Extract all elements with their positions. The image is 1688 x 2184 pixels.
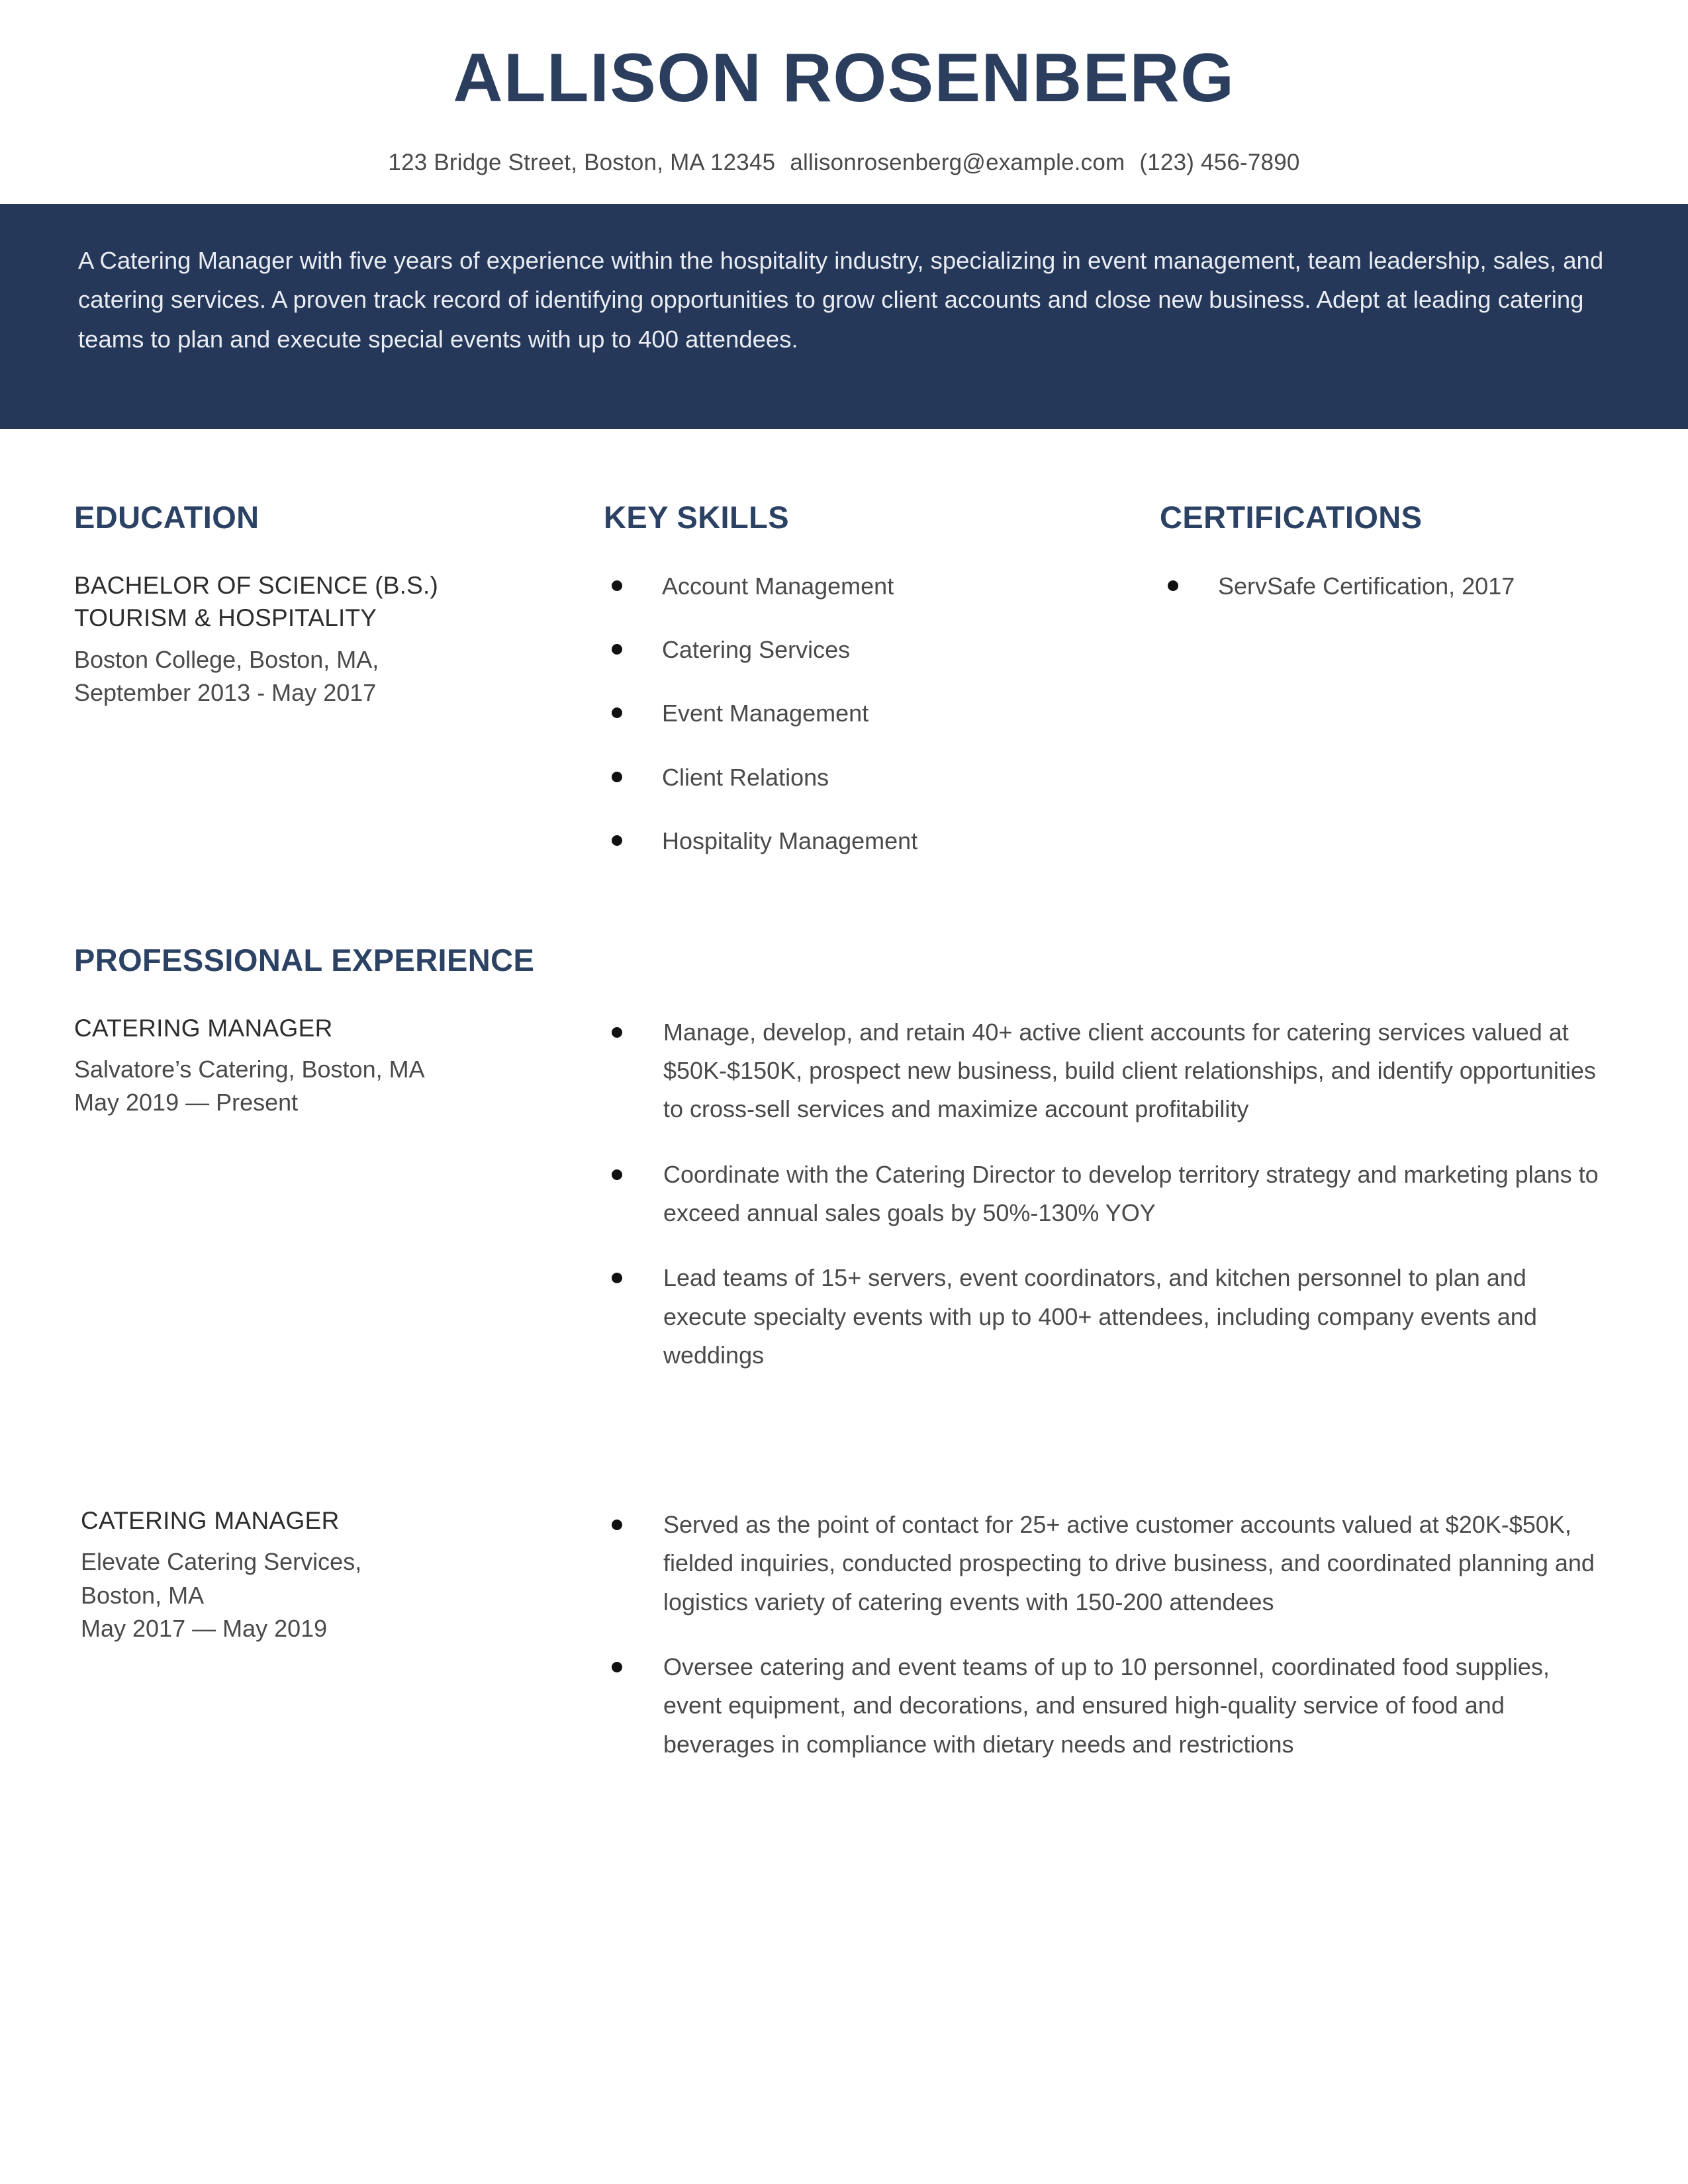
list-item: Client Relations (604, 760, 1160, 795)
professional-summary-band (0, 204, 1688, 429)
job-bullet-list (604, 1506, 1614, 1764)
key-skills-section (604, 500, 1160, 858)
job-dates: May 2017 — May 2019 (81, 1615, 328, 1643)
job-bullet-list (604, 1013, 1614, 1375)
list-item: Account Management (604, 569, 1160, 604)
list-item: Lead teams of 15+ servers, event coordinators, and kitchen personnel to plan and execute specialty events with up to 400+ attendees, including company events and weddings (604, 1259, 1614, 1375)
experience-entry (74, 1013, 1614, 1402)
job-company-line2: Boston, MA (81, 1581, 205, 1609)
key-skills-list (604, 569, 1160, 858)
candidate-name: ALLISON ROSENBERG (453, 40, 1235, 116)
job-company (81, 1545, 584, 1645)
resume-header (0, 0, 1688, 176)
experience-entry (74, 1506, 1614, 1790)
job-company-line1: Salvatore’s Catering, Boston, MA (74, 1055, 425, 1083)
certifications-section (1160, 500, 1614, 858)
education-school-line2: September 2013 - May 2017 (74, 679, 377, 707)
education-degree-line1: BACHELOR OF SCIENCE (B.S.) (74, 572, 439, 599)
professional-experience-heading: PROFESSIONAL EXPERIENCE (74, 942, 535, 978)
contact-address: 123 Bridge Street, Boston, MA 12345 (388, 150, 776, 176)
job-company (74, 1053, 584, 1120)
job-title: CATERING MANAGER (74, 1014, 333, 1042)
contact-phone: (123) 456-7890 (1139, 150, 1300, 176)
education-degree-line2: TOURISM & HOSPITALITY (74, 604, 377, 632)
list-item: Catering Services (604, 633, 1160, 667)
key-skills-heading: KEY SKILLS (604, 500, 789, 535)
professional-experience-section (74, 943, 1614, 1790)
list-item: Hospitality Management (604, 824, 1160, 858)
experience-entry-meta (74, 1506, 604, 1790)
experience-entry-meta (74, 1013, 604, 1402)
job-title: CATERING MANAGER (81, 1507, 340, 1535)
certifications-list (1160, 569, 1614, 604)
professional-summary-text: A Catering Manager with five years of experience within the hospitality industry, specializing in event management, team leadership, sales, and catering services. A proven track record of identifying opportunities to grow client accounts and close new business. Adept at leading catering teams to plan and execute special events with up to 400 attendees. (78, 247, 1604, 353)
list-item: Event Management (604, 696, 1160, 731)
top-columns (74, 500, 1614, 858)
education-school (74, 643, 604, 709)
list-item: ServSafe Certification, 2017 (1160, 569, 1614, 604)
experience-entry-bullets (604, 1013, 1614, 1402)
certifications-heading: CERTIFICATIONS (1160, 500, 1423, 535)
list-item: Oversee catering and event teams of up to 10 personnel, coordinated food supplies, event equipment, and decorations, and ensured high-quality service of food and beverages in compliance with dietary needs and restrictions (604, 1648, 1614, 1764)
contact-line (0, 150, 1688, 176)
education-section (74, 500, 604, 858)
education-heading: EDUCATION (74, 500, 259, 535)
education-school-line1: Boston College, Boston, MA, (74, 646, 379, 674)
list-item: Manage, develop, and retain 40+ active client accounts for catering services valued at $50K-$150K, prospect new business, build client relationships, and identify opportunities to cross-sell services and maximize account profitability (604, 1013, 1614, 1129)
resume-body (0, 500, 1688, 1790)
job-dates: May 2019 — Present (74, 1089, 299, 1116)
job-company-line1: Elevate Catering Services, (81, 1548, 362, 1576)
experience-entry-bullets (604, 1506, 1614, 1790)
contact-email: allisonrosenberg@example.com (790, 150, 1125, 176)
list-item: Coordinate with the Catering Director to develop territory strategy and marketing plans to exceed annual sales goals by 50%-130% YOY (604, 1156, 1614, 1233)
list-item: Served as the point of contact for 25+ active customer accounts valued at $20K-$50K, fielded inquiries, conducted prospecting to drive business, and coordinated planning and logistics variety of catering events with 150-200 attendees (604, 1506, 1614, 1621)
education-degree (74, 569, 604, 634)
